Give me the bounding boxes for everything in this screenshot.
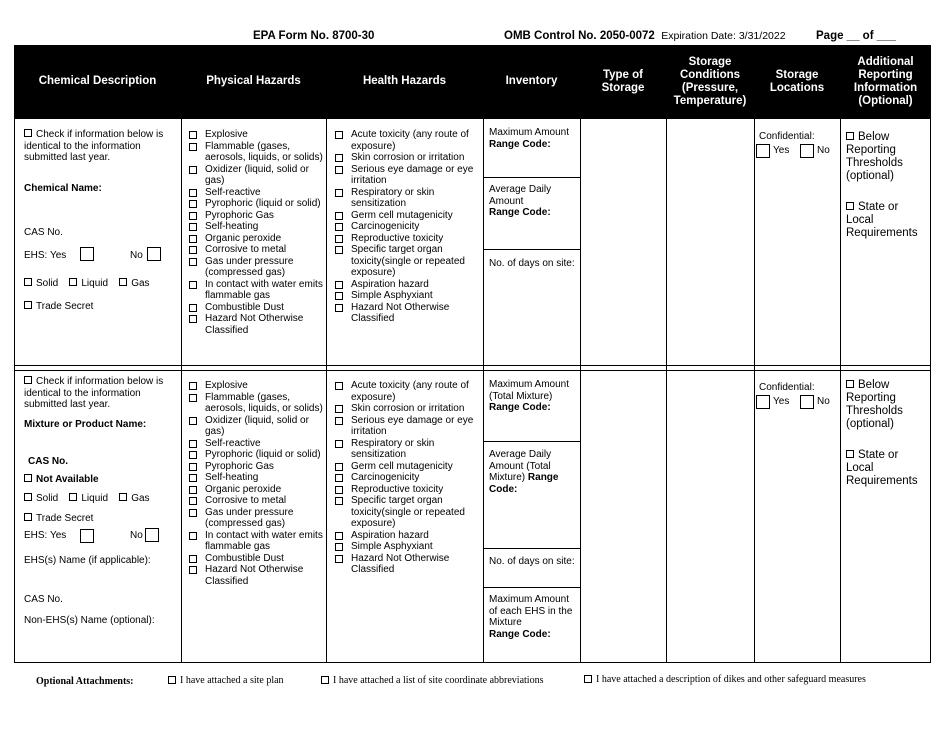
state-local-option[interactable] bbox=[846, 449, 926, 488]
health-hazard-item[interactable] bbox=[331, 415, 481, 438]
checkbox-icon bbox=[335, 405, 343, 413]
ehs-no-checkbox[interactable] bbox=[147, 247, 161, 261]
liquid-label: Liquid bbox=[81, 277, 109, 289]
ehs-name-label: EHS(s) Name (if applicable): bbox=[24, 555, 151, 566]
physical-hazard-item[interactable] bbox=[185, 507, 325, 530]
physical-hazard-item[interactable] bbox=[185, 380, 325, 392]
row2-confidential bbox=[759, 382, 839, 410]
hazard-label: Carcinogenicity bbox=[351, 472, 420, 483]
physical-hazard-item[interactable] bbox=[185, 279, 325, 302]
confidential-no-label: No bbox=[817, 395, 830, 407]
hazard-label: Explosive bbox=[205, 380, 248, 391]
health-hazard-item[interactable] bbox=[331, 553, 481, 576]
hazard-label: Hazard Not Otherwise Classified bbox=[351, 552, 450, 575]
confidential-yes-label: Yes bbox=[773, 144, 790, 156]
range-code-label: Range Code: bbox=[489, 472, 559, 495]
checkbox-icon bbox=[189, 258, 197, 266]
checkbox-icon bbox=[335, 131, 343, 139]
checkbox-icon bbox=[189, 131, 197, 139]
physical-hazard-item[interactable] bbox=[185, 233, 325, 245]
ehs-no-label: No bbox=[130, 249, 143, 261]
confidential-label: Confidential: bbox=[759, 382, 815, 393]
row1-chemical-cell bbox=[24, 129, 174, 313]
gas-label: Gas bbox=[131, 277, 150, 289]
max-ehs-label: Maximum Amount of each EHS in the Mixture bbox=[489, 594, 573, 628]
checkbox-icon bbox=[189, 497, 197, 505]
below-thresholds-option[interactable] bbox=[846, 379, 926, 431]
checkbox-icon bbox=[335, 235, 343, 243]
confidential-yes-checkbox[interactable] bbox=[756, 395, 770, 409]
checkbox-icon bbox=[189, 566, 197, 574]
checkbox-icon bbox=[189, 417, 197, 425]
col-inventory: Inventory bbox=[505, 75, 558, 87]
checkbox-icon bbox=[189, 166, 197, 174]
hazard-label: In contact with water emits flammable gas bbox=[205, 529, 323, 552]
row1-identical-checkbox[interactable] bbox=[24, 129, 174, 164]
hazard-label: Skin corrosion or irritation bbox=[351, 152, 465, 163]
gas-label: Gas bbox=[131, 493, 150, 504]
health-hazard-item[interactable] bbox=[331, 233, 481, 245]
confidential-no-checkbox[interactable] bbox=[800, 395, 814, 409]
hazard-label: Skin corrosion or irritation bbox=[351, 403, 465, 414]
solid-checkbox[interactable] bbox=[24, 278, 32, 286]
gas-checkbox[interactable] bbox=[119, 278, 127, 286]
col-divider bbox=[666, 118, 667, 663]
physical-hazard-item[interactable] bbox=[185, 438, 325, 450]
checkbox-icon bbox=[584, 675, 592, 683]
row1-inventory-max bbox=[489, 127, 577, 150]
physical-hazard-item[interactable] bbox=[185, 530, 325, 553]
below-thresholds-label: Below Reporting Thresholds (optional) bbox=[846, 131, 903, 182]
hazard-label: Organic peroxide bbox=[205, 232, 282, 244]
trade-secret-row[interactable] bbox=[24, 301, 174, 313]
omb-control-number bbox=[504, 30, 786, 42]
checkbox-icon bbox=[189, 394, 197, 402]
col-divider bbox=[754, 118, 755, 663]
hazard-label: Oxidizer (liquid, solid or gas) bbox=[205, 414, 309, 437]
physical-hazard-item[interactable] bbox=[185, 141, 325, 164]
checkbox-icon bbox=[335, 292, 343, 300]
col-storage-conditions: Storage Conditions (Pressure, Temperature) bbox=[673, 55, 747, 107]
checkbox-icon bbox=[189, 532, 197, 540]
col-divider bbox=[181, 118, 182, 663]
row2-max-ehs bbox=[489, 594, 577, 640]
hazard-label: Germ cell mutagenicity bbox=[351, 209, 453, 221]
checkbox-icon bbox=[335, 497, 343, 505]
solid-label: Solid bbox=[36, 493, 59, 504]
physical-hazard-item[interactable] bbox=[185, 187, 325, 199]
avg-total-label: Average Daily Amount (Total Mixture) bbox=[489, 449, 552, 483]
checkbox-icon bbox=[335, 532, 343, 540]
physical-state-row bbox=[24, 278, 174, 290]
checkbox-icon bbox=[846, 202, 854, 210]
hazard-label: In contact with water emits flammable gas bbox=[205, 278, 323, 301]
non-ehs-name-label: Non-EHS(s) Name (optional): bbox=[24, 615, 155, 626]
row2-identical-checkbox[interactable] bbox=[24, 376, 174, 411]
health-hazard-item[interactable] bbox=[331, 187, 481, 210]
trade-secret-label: Trade Secret bbox=[36, 301, 94, 312]
row2-inventory-max bbox=[489, 379, 577, 414]
hazard-label: Corrosive to metal bbox=[205, 244, 287, 255]
below-thresholds-label: Below Reporting Thresholds (optional) bbox=[846, 379, 903, 430]
ehs-yes-label: EHS: Yes bbox=[24, 530, 67, 541]
physical-hazard-item[interactable] bbox=[185, 564, 325, 587]
physical-hazard-item[interactable] bbox=[185, 484, 325, 496]
hazard-label: Organic peroxide bbox=[205, 483, 282, 495]
days-on-site-label: No. of days on site: bbox=[489, 258, 575, 269]
state-local-label: State or Local Requirements bbox=[846, 201, 918, 239]
state-local-label: State or Local Requirements bbox=[846, 449, 918, 487]
solid-label: Solid bbox=[36, 277, 59, 289]
cas-label: CAS No. bbox=[28, 456, 68, 467]
inventory-divider bbox=[483, 548, 580, 549]
health-hazard-item[interactable] bbox=[331, 380, 481, 403]
checkbox-icon bbox=[335, 440, 343, 448]
checkbox-icon bbox=[189, 463, 197, 471]
checkbox-icon bbox=[189, 451, 197, 459]
checkbox-icon bbox=[335, 543, 343, 551]
checkbox-icon bbox=[189, 223, 197, 231]
checkbox-icon bbox=[24, 376, 32, 384]
ehs-yes-label: EHS: Yes bbox=[24, 249, 67, 261]
not-available-label: Not Available bbox=[36, 473, 99, 485]
checkbox-icon bbox=[168, 676, 176, 684]
checkbox-icon bbox=[189, 246, 197, 254]
physical-hazard-item[interactable] bbox=[185, 129, 325, 141]
row2-additional bbox=[846, 379, 926, 488]
health-hazard-item[interactable] bbox=[331, 472, 481, 484]
health-hazard-item[interactable] bbox=[331, 152, 481, 164]
ehs-yes-checkbox[interactable] bbox=[80, 529, 94, 543]
confidential-no-checkbox[interactable] bbox=[800, 144, 814, 158]
row1-health-hazards bbox=[331, 129, 481, 325]
liquid-label: Liquid bbox=[81, 493, 109, 504]
hazard-label: Corrosive to metal bbox=[205, 495, 287, 506]
health-hazard-item[interactable] bbox=[331, 302, 481, 325]
hazard-label: Gas under pressure (compressed gas) bbox=[205, 255, 294, 278]
ehs-no-label: No bbox=[130, 530, 143, 541]
health-hazard-item[interactable] bbox=[331, 495, 481, 530]
checkbox-icon bbox=[24, 474, 32, 482]
hazard-label: Acute toxicity (any route of exposure) bbox=[351, 129, 469, 152]
physical-hazard-item[interactable] bbox=[185, 164, 325, 187]
hazard-label: Germ cell mutagenicity bbox=[351, 460, 453, 472]
checkbox-icon bbox=[189, 486, 197, 494]
max-amount-label: Maximum Amount bbox=[489, 127, 570, 138]
row1-identical-text: Check if information below is identical to the information submitted last year. bbox=[24, 129, 164, 163]
checkbox-icon bbox=[189, 382, 197, 390]
physical-hazard-item[interactable] bbox=[185, 313, 325, 336]
confidential-yes-checkbox[interactable] bbox=[756, 144, 770, 158]
ehs-row bbox=[24, 250, 174, 266]
row2-inventory-avg bbox=[489, 449, 577, 495]
inventory-divider bbox=[483, 587, 580, 588]
days-on-site-label: No. of days on site: bbox=[489, 556, 575, 567]
physical-hazard-item[interactable] bbox=[185, 472, 325, 484]
hazard-label: Pyrophoric Gas bbox=[205, 209, 274, 221]
gas-checkbox[interactable] bbox=[119, 493, 127, 501]
col-physical-hazards: Physical Hazards bbox=[206, 75, 301, 87]
row1-confidential bbox=[759, 131, 839, 159]
checkbox-icon bbox=[335, 486, 343, 494]
row1-inventory-avg bbox=[489, 184, 577, 219]
checkbox-icon bbox=[335, 304, 343, 312]
hazard-label: Aspiration hazard bbox=[351, 529, 429, 541]
checkbox-icon bbox=[189, 281, 197, 289]
health-hazard-item[interactable] bbox=[331, 484, 481, 496]
hazard-label: Combustible Dust bbox=[205, 301, 284, 313]
hazard-label: Self-heating bbox=[205, 472, 259, 483]
physical-hazard-item[interactable] bbox=[185, 302, 325, 314]
hazard-label: Serious eye damage or eye irritation bbox=[351, 163, 474, 186]
col-divider bbox=[840, 118, 841, 663]
row-divider bbox=[14, 365, 931, 366]
hazard-label: Respiratory or skin sensitization bbox=[351, 437, 435, 460]
health-hazard-item[interactable] bbox=[331, 221, 481, 233]
max-total-label: Maximum Amount (Total Mixture) bbox=[489, 379, 570, 402]
below-thresholds-option[interactable] bbox=[846, 131, 926, 183]
attach-coordinates[interactable] bbox=[321, 675, 543, 686]
row-divider bbox=[14, 370, 931, 371]
physical-hazard-item[interactable] bbox=[185, 210, 325, 222]
not-available-option[interactable] bbox=[24, 474, 174, 486]
hazard-label: Combustible Dust bbox=[205, 552, 284, 564]
col-chemical-description: Chemical Description bbox=[38, 75, 157, 87]
checkbox-icon bbox=[189, 189, 197, 197]
col-divider bbox=[326, 118, 327, 663]
hazard-label: Self-reactive bbox=[205, 186, 261, 198]
trade-secret-checkbox[interactable] bbox=[24, 301, 32, 309]
ehs-yes-checkbox[interactable] bbox=[80, 247, 94, 261]
hazard-label: Flammable (gases, aerosols, liquids, or solids) bbox=[205, 140, 323, 163]
hazard-label: Aspiration hazard bbox=[351, 278, 429, 290]
range-code-label: Range Code: bbox=[489, 138, 551, 150]
checkbox-icon bbox=[189, 315, 197, 323]
checkbox-icon bbox=[189, 440, 197, 448]
row1-physical-hazards bbox=[185, 129, 325, 336]
health-hazard-item[interactable] bbox=[331, 129, 481, 152]
form-number: EPA Form No. 8700-30 bbox=[253, 30, 375, 42]
hazard-label: Respiratory or skin sensitization bbox=[351, 186, 435, 209]
inventory-divider bbox=[483, 441, 580, 442]
attach-coordinates-label: I have attached a list of site coordinate abbreviations bbox=[333, 675, 544, 686]
physical-hazard-item[interactable] bbox=[185, 495, 325, 507]
checkbox-icon bbox=[189, 304, 197, 312]
optional-attachments-label: Optional Attachments: bbox=[36, 676, 134, 687]
mixture-name-label: Mixture or Product Name: bbox=[24, 418, 147, 430]
checkbox-icon bbox=[846, 132, 854, 140]
hazard-label: Simple Asphyxiant bbox=[351, 290, 433, 301]
hazard-label: Hazard Not Otherwise Classified bbox=[205, 313, 304, 336]
checkbox-icon bbox=[846, 450, 854, 458]
checkbox-icon bbox=[335, 382, 343, 390]
cas-label: CAS No. bbox=[24, 227, 63, 238]
col-divider bbox=[580, 118, 581, 663]
checkbox-icon bbox=[321, 676, 329, 684]
checkbox-icon bbox=[335, 154, 343, 162]
hazard-label: Pyrophoric (liquid or solid) bbox=[205, 449, 321, 460]
hazard-label: Serious eye damage or eye irritation bbox=[351, 414, 474, 437]
attach-site-plan[interactable] bbox=[168, 675, 284, 686]
row2-chemical-cell bbox=[24, 376, 174, 627]
hazard-label: Flammable (gases, aerosols, liquids, or solids) bbox=[205, 391, 323, 414]
checkbox-icon bbox=[189, 509, 197, 517]
hazard-label: Self-reactive bbox=[205, 437, 261, 449]
hazard-label: Explosive bbox=[205, 129, 248, 140]
col-additional-info: Additional Reporting Information (Optional) bbox=[853, 55, 918, 107]
checkbox-icon bbox=[24, 129, 32, 137]
col-divider bbox=[483, 118, 484, 663]
row2-identical-text: Check if information below is identical to the information submitted last year. bbox=[24, 376, 164, 410]
hazard-label: Pyrophoric (liquid or solid) bbox=[205, 198, 321, 209]
attach-site-plan-label: I have attached a site plan bbox=[180, 675, 284, 686]
physical-hazard-item[interactable] bbox=[185, 449, 325, 461]
inventory-divider bbox=[483, 249, 580, 250]
range-code-label: Range Code: bbox=[489, 207, 551, 218]
checkbox-icon bbox=[335, 246, 343, 254]
hazard-label: Pyrophoric Gas bbox=[205, 460, 274, 472]
checkbox-icon bbox=[335, 463, 343, 471]
inventory-divider bbox=[483, 177, 580, 178]
attach-dikes-label: I have attached a description of dikes and other safeguard measures bbox=[596, 674, 866, 685]
health-hazard-item[interactable] bbox=[331, 210, 481, 222]
liquid-checkbox[interactable] bbox=[69, 278, 77, 286]
liquid-checkbox[interactable] bbox=[69, 493, 77, 501]
ehs-row bbox=[24, 530, 174, 544]
cas-label-2: CAS No. bbox=[24, 593, 63, 605]
hazard-label: Gas under pressure (compressed gas) bbox=[205, 506, 294, 529]
physical-hazard-item[interactable] bbox=[185, 415, 325, 438]
attach-dikes[interactable] bbox=[584, 674, 866, 685]
col-health-hazards: Health Hazards bbox=[362, 75, 447, 87]
hazard-label: Self-heating bbox=[205, 221, 259, 232]
physical-hazard-item[interactable] bbox=[185, 256, 325, 279]
expiration-date: Expiration Date: 3/31/2022 bbox=[661, 30, 786, 42]
checkbox-icon bbox=[335, 474, 343, 482]
checkbox-icon bbox=[189, 555, 197, 563]
omb-label: OMB Control No. 2050-0072 bbox=[504, 30, 655, 42]
health-hazard-item[interactable] bbox=[331, 290, 481, 302]
checkbox-icon bbox=[335, 166, 343, 174]
confidential-label: Confidential: bbox=[759, 131, 815, 142]
checkbox-icon bbox=[335, 223, 343, 231]
hazard-label: Reproductive toxicity bbox=[351, 232, 444, 244]
checkbox-icon bbox=[189, 143, 197, 151]
health-hazard-item[interactable] bbox=[331, 279, 481, 291]
hazard-label: Carcinogenicity bbox=[351, 221, 420, 232]
health-hazard-item[interactable] bbox=[331, 403, 481, 415]
health-hazard-item[interactable] bbox=[331, 438, 481, 461]
physical-hazard-item[interactable] bbox=[185, 244, 325, 256]
physical-hazard-item[interactable] bbox=[185, 198, 325, 210]
physical-hazard-item[interactable] bbox=[185, 221, 325, 233]
health-hazard-item[interactable] bbox=[331, 541, 481, 553]
row1-additional bbox=[846, 131, 926, 240]
physical-hazard-item[interactable] bbox=[185, 553, 325, 565]
checkbox-icon bbox=[335, 212, 343, 220]
checkbox-icon bbox=[189, 235, 197, 243]
checkbox-icon bbox=[335, 281, 343, 289]
avg-amount-label: Average Daily Amount bbox=[489, 184, 552, 207]
health-hazard-item[interactable] bbox=[331, 461, 481, 473]
checkbox-icon bbox=[335, 417, 343, 425]
confidential-yes-label: Yes bbox=[773, 395, 790, 407]
state-local-option[interactable] bbox=[846, 201, 926, 240]
checkbox-icon bbox=[189, 200, 197, 208]
page-number: Page __ of ___ bbox=[816, 30, 896, 42]
hazard-label: Specific target organ toxicity(single or repeated exposure) bbox=[351, 495, 465, 529]
hazard-label: Hazard Not Otherwise Classified bbox=[205, 564, 304, 587]
trade-secret-checkbox[interactable] bbox=[24, 513, 32, 521]
range-code-label: Range Code: bbox=[489, 628, 551, 640]
ehs-no-checkbox[interactable] bbox=[145, 528, 159, 542]
physical-state-row bbox=[24, 493, 174, 505]
col-storage-locations: Storage Locations bbox=[769, 68, 825, 94]
health-hazard-item[interactable] bbox=[331, 164, 481, 187]
health-hazard-item[interactable] bbox=[331, 530, 481, 542]
hazard-label: Acute toxicity (any route of exposure) bbox=[351, 380, 469, 403]
range-code-label: Range Code: bbox=[489, 402, 551, 413]
hazard-label: Simple Asphyxiant bbox=[351, 541, 433, 552]
checkbox-icon bbox=[335, 189, 343, 197]
health-hazard-item[interactable] bbox=[331, 244, 481, 279]
row2-health-hazards bbox=[331, 380, 481, 576]
confidential-no-label: No bbox=[817, 144, 830, 156]
hazard-label: Hazard Not Otherwise Classified bbox=[351, 301, 450, 324]
checkbox-icon bbox=[189, 474, 197, 482]
hazard-label: Reproductive toxicity bbox=[351, 483, 444, 495]
physical-hazard-item[interactable] bbox=[185, 392, 325, 415]
checkbox-icon bbox=[189, 212, 197, 220]
trade-secret-row[interactable] bbox=[24, 513, 174, 525]
chemical-name-label: Chemical Name: bbox=[24, 182, 102, 194]
col-type-of-storage: Type of Storage bbox=[601, 68, 645, 94]
trade-secret-label: Trade Secret bbox=[36, 512, 94, 524]
hazard-label: Specific target organ toxicity(single or repeated exposure) bbox=[351, 244, 465, 278]
checkbox-icon bbox=[846, 380, 854, 388]
checkbox-icon bbox=[335, 555, 343, 563]
hazard-label: Oxidizer (liquid, solid or gas) bbox=[205, 163, 309, 186]
row2-physical-hazards bbox=[185, 380, 325, 587]
physical-hazard-item[interactable] bbox=[185, 461, 325, 473]
solid-checkbox[interactable] bbox=[24, 493, 32, 501]
